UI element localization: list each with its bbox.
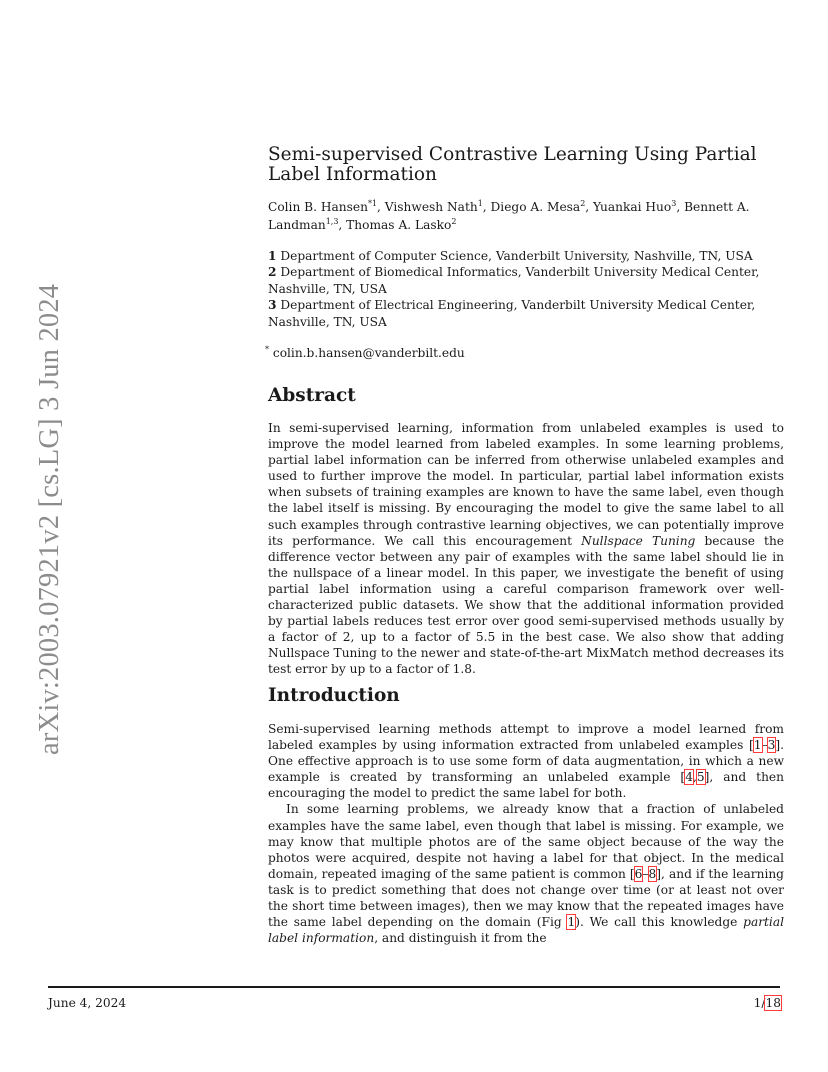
introduction-paragraph: Semi-supervised learning methods attempt to improve a model learned from labeled examples by using information extracted from unlabeled examples [1–3]. One effective approach is to use some form of data augmentation, in which a new example is created by transforming an unlabeled example [4,5], and then encouraging the model to predict the same label for both. — [268, 722, 784, 801]
citation-link[interactable]: 1 — [753, 738, 762, 753]
citation-link[interactable]: 4 — [685, 770, 693, 785]
affiliation-text: Department of Computer Science, Vanderbilt University, Nashville, TN, USA — [280, 249, 753, 263]
affiliation-item — [268, 297, 784, 330]
author-affiliation-marker: 1 — [477, 199, 483, 208]
affiliation-text: Department of Biomedical Informatics, Vanderbilt University Medical Center, Nashville, TN, USA — [268, 265, 760, 296]
paragraph-text: ). We call this knowledge — [575, 915, 744, 930]
abstract-text-part: because the difference vector between any pair of examples with the same label should lie in the nullspace of a linear model. In this paper, we investigate the benefit of using partial label information using a careful comparison framework over well-characterized public datasets. We show that the additional information provided by partial labels reduces test error over good semi-supervised methods usually by a factor of 2, up to a factor of 5.5 in the best case. We also show that adding Nullspace Tuning to the newer and state-of-the-art MixMatch method decreases its test error by up to a factor of 1.8. — [268, 533, 785, 677]
paragraph-text: . One effective approach is to use some form of data augmentation, in which a new example is created by transforming an unlabeled example — [268, 738, 784, 785]
paragraph-text: In some learning problems, we already know that a fraction of unlabeled examples have the same label, even though that label is missing. For example, we may know that multiple photos are of the same object because of the way the photos were acquired, despite not having a label for that object. In the medical domain, repeated imaging of the same patient is common — [268, 802, 784, 881]
footer-rule — [48, 986, 780, 988]
abstract-emphasis: Nullspace Tuning — [581, 533, 696, 548]
author-affiliation-marker: 2 — [580, 199, 586, 208]
introduction-paragraph: In some learning problems, we already know that a fraction of unlabeled examples have the same label, even though that label is missing. For example, we may know that multiple photos are of the same object because of the way the photos were acquired, despite not having a label for that object. In the medical domain, repeated imaging of the same patient is common [6–8], and if the learning task is to predict something that does not change over time (or at least not over the short time between images), then we may know that the repeated images have the same label depending on the domain (Fig 1). We call this knowledge partial label information, and distinguish it from the — [268, 802, 784, 946]
citation-separator: , — [692, 770, 697, 785]
author-name: Thomas A. Lasko — [346, 218, 452, 232]
citation-range-dash: – — [642, 866, 649, 881]
footer-page-number — [754, 996, 781, 1010]
citation-link[interactable]: 3 — [767, 738, 776, 753]
total-pages-link[interactable]: 18 — [765, 996, 781, 1010]
abstract-text-part: In semi-supervised learning, information from unlabeled examples is used to improve the model learned from labeled examples. In some learning problems, partial label information can be inferred from otherwise unlabeled examples and used to further improve the model. In particular, partial label information exists when subsets of training examples are known to have the same label, even though the label itself is missing. By encouraging the model to give the same label to all such examples through contrastive learning objectives, we can potentially improve its performance. We call this encouragement — [268, 421, 784, 548]
paragraph-text: , and distinguish it from the — [374, 931, 547, 946]
author-affiliation-marker: *1 — [367, 199, 378, 208]
paragraph-text: , and if the learning task is to predict something that does not change over time (or at least not over the short time between images), then we may know that the repeated images have the same label depending on the domain (Fig — [268, 866, 784, 930]
author-affiliation-marker: 3 — [671, 199, 677, 208]
author-name: Diego A. Mesa — [490, 200, 581, 214]
affiliation-number: 2 — [268, 265, 277, 280]
affiliation-item — [268, 264, 784, 297]
author-list: Colin B. Hansen$^{*1}$, Vishwesh Nath$^1$, Diego A. Mesa$^2$, Yuankai Huo$^3$, Bennett A. Landman$^{1,3}$, Thomas A. Lasko$^2$ — [268, 199, 750, 232]
corresponding-email — [265, 345, 781, 361]
affiliation-number: 1 — [268, 249, 277, 263]
affiliation-text: Department of Electrical Engineering, Vanderbilt University Medical Center, Nashville, TN, USA — [268, 298, 756, 329]
abstract-heading: Abstract — [268, 385, 356, 406]
paper-title: Semi-supervised Contrastive Learning Using Partial Label Information — [268, 144, 757, 185]
author-name: Colin B. Hansen — [268, 200, 368, 214]
citation-link[interactable]: 5 — [696, 770, 705, 785]
citation-link[interactable]: 8 — [648, 866, 657, 881]
affiliation-item — [268, 248, 784, 264]
footer-date: June 4, 2024 — [48, 996, 127, 1010]
author-name: Vishwesh Nath — [384, 200, 478, 214]
paragraph-text: , and then encouraging the model to predict the same label for both. — [268, 770, 784, 801]
author-affiliation-marker: 1,3 — [325, 217, 339, 226]
citation-link[interactable]: 6 — [634, 866, 643, 881]
abstract-body — [268, 420, 784, 678]
author-name: Bennett A. Landman — [268, 200, 750, 232]
author-affiliation-marker: 2 — [451, 217, 457, 226]
affiliation-number: 3 — [268, 298, 277, 313]
citation-range-dash: – — [761, 738, 768, 753]
current-page: 1 — [753, 996, 762, 1010]
arxiv-identifier-stamp[interactable]: arXiv:2003.07921v2 [cs.LG] 3 Jun 2024 — [34, 283, 65, 755]
page-separator: / — [761, 996, 766, 1010]
affiliation-list — [268, 248, 784, 330]
introduction-body — [268, 721, 784, 946]
paragraph-emphasis: partial label information — [268, 915, 784, 946]
author-name: Yuankai Huo — [593, 200, 672, 214]
email-address[interactable]: colin.b.hansen@vanderbilt.edu — [272, 346, 465, 360]
corresponding-marker: * — [265, 345, 269, 354]
figure-link[interactable]: 1 — [567, 915, 576, 930]
paragraph-text: Semi-supervised learning methods attempt to improve a model learned from labeled examples by using information extracted from unlabeled examples — [268, 722, 784, 753]
introduction-heading: Introduction — [268, 685, 400, 706]
